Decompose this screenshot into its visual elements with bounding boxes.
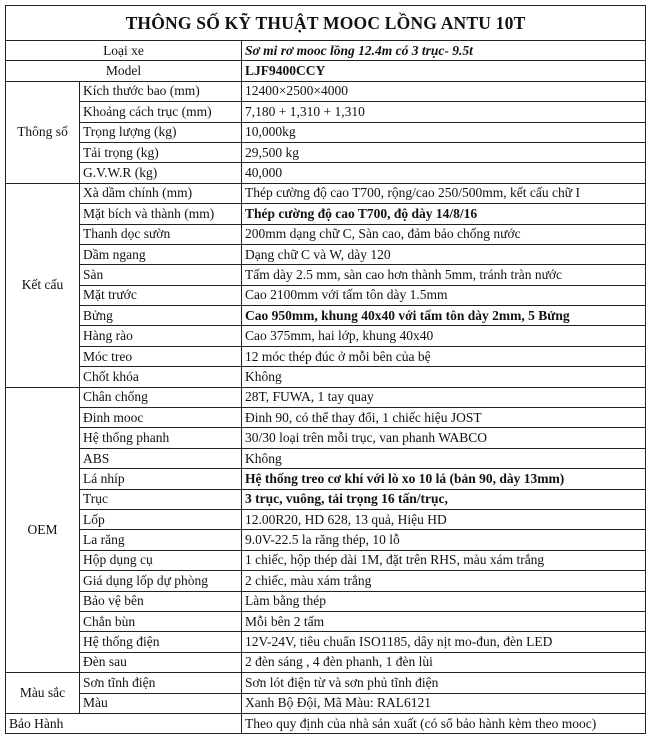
spec-label: Trục xyxy=(80,489,242,509)
spec-label: La răng xyxy=(80,530,242,550)
spec-row xyxy=(6,591,646,611)
title-row xyxy=(6,6,646,41)
spec-row xyxy=(6,530,646,550)
spec-row xyxy=(6,652,646,672)
spec-label: Đinh mooc xyxy=(80,408,242,428)
spec-label: Trọng lượng (kg) xyxy=(80,122,242,142)
spec-row xyxy=(6,224,646,244)
spec-row xyxy=(6,285,646,305)
spec-value: Tấm dày 2.5 mm, sàn cao hơn thành 5mm, tránh tràn nước xyxy=(242,265,646,285)
spec-label: Thanh dọc sườn xyxy=(80,224,242,244)
spec-value: Không xyxy=(242,448,646,468)
spec-label: Mặt trước xyxy=(80,285,242,305)
spec-label: Hàng rào xyxy=(80,326,242,346)
spec-row xyxy=(6,244,646,264)
spec-value: 12V-24V, tiêu chuẩn ISO1185, dây nịt mo-đun, đèn LED xyxy=(242,632,646,652)
spec-label: Bửng xyxy=(80,306,242,326)
spec-label: Xà dầm chính (mm) xyxy=(80,183,242,203)
spec-value: 30/30 loại trên mỗi trục, van phanh WABCO xyxy=(242,428,646,448)
spec-label: Hộp dụng cụ xyxy=(80,550,242,570)
spec-row xyxy=(6,265,646,285)
spec-label: ABS xyxy=(80,448,242,468)
spec-label: Sơn tĩnh điện xyxy=(80,673,242,693)
spec-value: 9.0V-22.5 la răng thép, 10 lỗ xyxy=(242,530,646,550)
spec-row xyxy=(6,122,646,142)
spec-label: Lốp xyxy=(80,509,242,529)
spec-label: Chân chống xyxy=(80,387,242,407)
header-row-vehicle-type xyxy=(6,41,646,61)
spec-value: 10,000kg xyxy=(242,122,646,142)
spec-row xyxy=(6,571,646,591)
spec-label: G.V.W.R (kg) xyxy=(80,163,242,183)
spec-label: Móc treo xyxy=(80,346,242,366)
spec-label: Bảo vệ bên xyxy=(80,591,242,611)
spec-value: Sơn lót điện từ và sơn phủ tĩnh điện xyxy=(242,673,646,693)
spec-row xyxy=(6,509,646,529)
spec-row xyxy=(6,611,646,631)
spec-value: Đinh 90, có thể thay đổi, 1 chiếc hiệu JOST xyxy=(242,408,646,428)
spec-row xyxy=(6,367,646,387)
spec-value: Dạng chữ C và W, dày 120 xyxy=(242,244,646,264)
spec-value: 2 đèn sáng , 4 đèn phanh, 1 đèn lùi xyxy=(242,652,646,672)
spec-label: Sàn xyxy=(80,265,242,285)
spec-value: 2 chiếc, màu xám trắng xyxy=(242,571,646,591)
vehicle-type-label: Loại xe xyxy=(6,41,242,61)
spec-row xyxy=(6,204,646,224)
spec-row xyxy=(6,448,646,468)
spec-row xyxy=(6,142,646,162)
spec-value: 12.00R20, HD 628, 13 quả, Hiệu HD xyxy=(242,509,646,529)
spec-row xyxy=(6,163,646,183)
spec-label: Hệ thống phanh xyxy=(80,428,242,448)
group-label: Thông số xyxy=(6,81,80,183)
spec-label: Giá dụng lốp dự phòng xyxy=(80,571,242,591)
spec-table xyxy=(5,5,646,734)
spec-value: Xanh Bộ Đội, Mã Màu: RAL6121 xyxy=(242,693,646,713)
spec-value: 28T, FUWA, 1 tay quay xyxy=(242,387,646,407)
spec-label: Lá nhíp xyxy=(80,469,242,489)
header-row-model xyxy=(6,61,646,81)
spec-label: Đèn sau xyxy=(80,652,242,672)
model-label: Model xyxy=(6,61,242,81)
vehicle-type-value: Sơ mi rơ mooc lồng 12.4m có 3 trục- 9.5t xyxy=(242,41,646,61)
spec-value: Cao 375mm, hai lớp, khung 40x40 xyxy=(242,326,646,346)
spec-label: Chắn bùn xyxy=(80,611,242,631)
spec-row xyxy=(6,387,646,407)
spec-row xyxy=(6,346,646,366)
spec-value: 29,500 kg xyxy=(242,142,646,162)
spec-value: 3 trục, vuông, tải trọng 16 tấn/trục, xyxy=(242,489,646,509)
spec-row xyxy=(6,693,646,713)
spec-value: Làm bằng thép xyxy=(242,591,646,611)
spec-value: 40,000 xyxy=(242,163,646,183)
model-value: LJF9400CCY xyxy=(242,61,646,81)
spec-row xyxy=(6,489,646,509)
spec-row xyxy=(6,673,646,693)
group-label: Kết cấu xyxy=(6,183,80,387)
spec-value: Hệ thống treo cơ khí với lò xo 10 lá (bản 90, dày 13mm) xyxy=(242,469,646,489)
spec-row xyxy=(6,469,646,489)
spec-label: Kích thước bao (mm) xyxy=(80,81,242,101)
spec-row xyxy=(6,550,646,570)
warranty-value: Theo quy định của nhà sản xuất (có sổ bảo hành kèm theo mooc) xyxy=(242,713,646,733)
spec-row xyxy=(6,102,646,122)
spec-label: Tải trọng (kg) xyxy=(80,142,242,162)
spec-value: Mỗi bên 2 tấm xyxy=(242,611,646,631)
spec-value: 7,180 + 1,310 + 1,310 xyxy=(242,102,646,122)
warranty-row xyxy=(6,713,646,733)
spec-value: 1 chiếc, hộp thép dài 1M, đặt trên RHS, màu xám trắng xyxy=(242,550,646,570)
spec-value: 12 móc thép đúc ở mỗi bên của bệ xyxy=(242,346,646,366)
spec-value: Thép cường độ cao T700, độ dày 14/8/16 xyxy=(242,204,646,224)
spec-row xyxy=(6,183,646,203)
spec-label: Mặt bích và thành (mm) xyxy=(80,204,242,224)
spec-row xyxy=(6,81,646,101)
spec-row xyxy=(6,632,646,652)
spec-row xyxy=(6,408,646,428)
spec-label: Hệ thống điện xyxy=(80,632,242,652)
group-label: Màu sắc xyxy=(6,673,80,714)
spec-label: Chốt khóa xyxy=(80,367,242,387)
spec-value: Cao 2100mm với tấm tôn dày 1.5mm xyxy=(242,285,646,305)
spec-label: Dầm ngang xyxy=(80,244,242,264)
warranty-label: Bảo Hành xyxy=(6,713,242,733)
spec-value: Cao 950mm, khung 40x40 với tấm tôn dày 2mm, 5 Bửng xyxy=(242,306,646,326)
table-title: THÔNG SỐ KỸ THUẬT MOOC LỒNG ANTU 10T xyxy=(6,6,646,41)
spec-row xyxy=(6,326,646,346)
group-label: OEM xyxy=(6,387,80,672)
spec-value: 12400×2500×4000 xyxy=(242,81,646,101)
spec-body xyxy=(6,6,646,734)
spec-label: Khoảng cách trục (mm) xyxy=(80,102,242,122)
spec-row xyxy=(6,306,646,326)
spec-value: 200mm dạng chữ C, Sàn cao, đảm bảo chống nước xyxy=(242,224,646,244)
spec-value: Thép cường độ cao T700, rộng/cao 250/500mm, kết cấu chữ I xyxy=(242,183,646,203)
spec-row xyxy=(6,428,646,448)
spec-label: Màu xyxy=(80,693,242,713)
spec-value: Không xyxy=(242,367,646,387)
